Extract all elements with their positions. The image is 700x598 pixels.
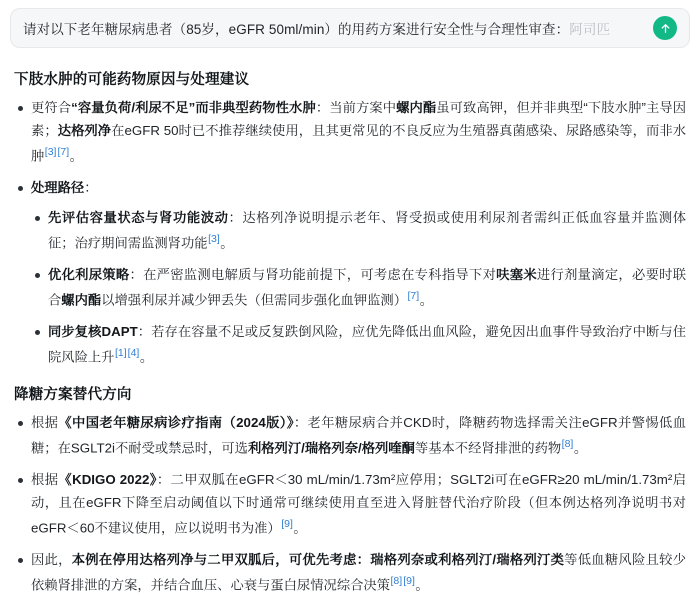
body-text: 等基本不经肾排泄的药物 — [414, 440, 562, 456]
body-text: 。 — [220, 235, 234, 251]
emphasis-text: 处理路径 — [31, 180, 85, 195]
emphasis-text: 《KDIGO 2022》 — [58, 472, 157, 488]
page-root — [0, 8, 700, 591]
list-item — [14, 549, 686, 597]
citation-ref[interactable]: [9] — [281, 518, 293, 531]
emphasis-text: 先评估容量状态与肾功能波动 — [48, 209, 229, 225]
body-text: ：老年糖尿病合并CKD时，降糖药物选择需关注eGFR并警惕低血糖；在SGLT2i不耐受或禁忌时，可选 — [31, 415, 686, 456]
citation-ref[interactable]: [8] — [561, 438, 574, 451]
citation-ref[interactable]: [3] — [44, 145, 57, 158]
prompt-value: 请对以下老年糖尿病患者（85岁，eGFR 50ml/min）的用药方案进行安全性与合理性审查： — [23, 22, 570, 37]
body-text: ：在严密监测电解质与肾功能前提下，可考虑在专科指导下对 — [129, 267, 497, 282]
body-text: 。 — [69, 148, 83, 164]
emphasis-text: 利格列汀/瑞格列奈/格列喹酮 — [247, 440, 415, 456]
body-text: 根据 — [31, 472, 59, 488]
body-text: 。 — [415, 577, 429, 593]
body-text: 以增强利尿并减少钾丢失（但需同步强化血钾监测） — [101, 292, 408, 308]
body-text: ：当前方案中 — [315, 100, 397, 115]
list-item — [14, 412, 686, 460]
body-text: 。 — [139, 349, 154, 365]
section-title-2: 降糖方案替代方向 — [14, 387, 132, 404]
body-text: ：达格列净说明提示老年、肾受损或使用利尿剂者需纠正低血容量并监测体征；治疗期间需监测肾功能 — [48, 209, 687, 251]
body-text: 等低血糖风险且较少依赖肾排泄的方案，并结合血压、心衰与蛋白尿情况综合决策 — [31, 552, 687, 593]
section-title-1: 下肢水肿的可能药物原因与处理建议 — [14, 72, 250, 88]
body-text: ： — [84, 180, 98, 195]
answer-content — [0, 48, 700, 598]
citation-ref[interactable]: [7] — [57, 145, 70, 158]
section-2-list — [14, 412, 686, 597]
list-item — [14, 97, 686, 168]
sub-list-item — [31, 207, 686, 255]
emphasis-text: 《中国老年糖尿病诊疗指南（2024版）》 — [58, 415, 294, 431]
emphasis-text: 同步复核DAPT — [48, 324, 138, 340]
list-item — [14, 469, 686, 540]
citation-ref[interactable]: [9] — [403, 575, 415, 588]
body-text: 因此， — [31, 552, 72, 568]
nested-list — [31, 207, 686, 369]
body-text: 进行剂量滴定，必要时联合 — [48, 267, 687, 308]
body-text: 根据 — [31, 415, 59, 431]
sub-list-item — [31, 321, 686, 369]
emphasis-text: “容量负荷/利尿不足”而非典型药物性水肿 — [71, 100, 316, 115]
emphasis-text: 呋塞米 — [496, 267, 537, 282]
emphasis-text: 本例在停用达格列净与二甲双胍后，可优先考虑：瑞格列奈或利格列汀/瑞格列汀类 — [71, 552, 565, 568]
body-text: 。 — [573, 440, 588, 456]
body-text: 。 — [293, 520, 307, 536]
body-text: ：若存在容量不足或反复跌倒风险，应优先降低出血风险，避免因出血事件导致治疗中断与住院风险上升 — [48, 324, 687, 365]
list-item — [14, 177, 686, 369]
prompt-placeholder-tail: 阿司匹 — [569, 22, 611, 37]
emphasis-text: 螺内酯 — [396, 100, 437, 115]
section-1-list — [14, 97, 686, 369]
body-text: 更符合 — [31, 100, 72, 115]
emphasis-text: 达格列净 — [57, 122, 112, 138]
citation-ref[interactable]: [8] — [390, 575, 403, 588]
body-text: 虽可致高钾，但并非典型“下肢水肿”主导因素； — [31, 100, 687, 138]
prompt-input-text[interactable] — [23, 18, 645, 38]
citation-ref[interactable]: [4] — [127, 347, 140, 359]
body-text: ：二甲双胍在eGFR＜30 mL/min/1.73m²应停用；SGLT2i可在eGFR≥20 mL/min/1.73m²启动，且在eGFR下降至启动阈值以下时通常可继续使用直至进入肾脏替代治疗阶段（但本例达格列净说明书对eGFR＜60不建议使用，应以说明书为准） — [31, 472, 687, 536]
send-arrow-icon[interactable] — [653, 16, 677, 40]
citation-ref[interactable]: [7] — [407, 289, 420, 302]
emphasis-text: 优化利尿策略 — [48, 267, 130, 282]
citation-ref[interactable]: [1] — [114, 347, 127, 359]
prompt-input-bar[interactable] — [10, 8, 690, 48]
sub-list-item — [31, 264, 686, 312]
body-text: 。 — [419, 292, 433, 308]
citation-ref[interactable]: [3] — [208, 232, 220, 245]
body-text: 在eGFR 50时已不推荐继续使用，且其更常见的不良反应为生殖器真菌感染、尿路感染等，而非水肿 — [31, 122, 687, 164]
emphasis-text: 螺内酯 — [61, 292, 102, 308]
